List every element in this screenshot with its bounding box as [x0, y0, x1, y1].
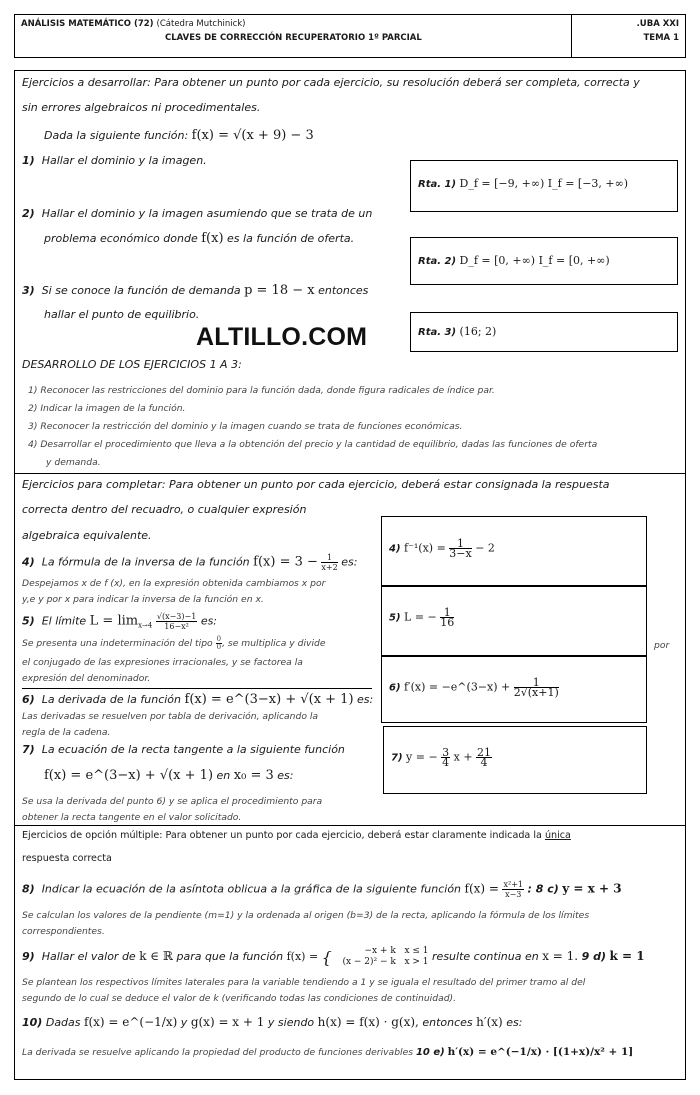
- question-6: 6) La derivada de la función f(x) = e^(3−x) + √(x + 1) es:: [22, 692, 374, 707]
- question-9-note: Se plantean los respectivos límites laterales para la variable tendiendo a 1 y se iguala el resultado del primer tramo al del: [22, 977, 586, 988]
- tema-label: TEMA 1: [643, 33, 679, 43]
- question-3-cont: hallar el punto de equilibrio.: [44, 308, 200, 321]
- question-2-cont: problema económico donde f(x) es la función de oferta.: [44, 231, 355, 246]
- question-5-note-cont2: expresión del denominador.: [22, 673, 151, 684]
- org-label: .UBA XXI: [636, 19, 679, 29]
- answer-5: 5) L = − $\frac{1}{16}$: [389, 606, 455, 629]
- question-10: 10) Dadas f(x) = e^(−1/x) y g(x) = x + 1 y siendo h(x) = f(x) · g(x), entonces h′(x) es:: [22, 1015, 523, 1029]
- dev-item-1: 1) Reconocer las restricciones del dominio para la función dada, donde figura radicales de índice par.: [28, 385, 495, 396]
- section2-intro-cont2: algebraica equivalente.: [22, 529, 152, 542]
- answer-2: Rta. 2) D_f = [0, +∞) I_f = [0, +∞): [418, 254, 610, 267]
- question-5: 5) El límite $L = \lim_{x\to 4}$ $\frac{√(x-3)-1}{\text{16−x²}}$ es:: [22, 612, 218, 631]
- question-9-note-cont: segundo de lo cual se deduce el valor de k (verificando todas las condiciones de continuidad).: [22, 993, 457, 1004]
- question-1: 1) Hallar el dominio y la imagen.: [22, 154, 207, 167]
- question-3: 3) Si se conoce la función de demanda p = 18 − x entonces: [22, 283, 369, 298]
- dev-item-3: 3) Reconocer la restricción del dominio y la imagen cuando se trata de funciones económicas.: [28, 421, 463, 432]
- question-6-note: Las derivadas se resuelven por tabla de derivación, aplicando la: [22, 711, 319, 722]
- section2-intro: Ejercicios para completar: Para obtener un punto por cada ejercicio, deberá estar consignada la respuesta: [22, 478, 610, 491]
- section3-intro: Ejercicios de opción múltiple: Para obtener un punto por cada ejercicio, deberá estar claramente indicada la única: [22, 830, 571, 841]
- answer-3: Rta. 3) (16; 2): [418, 325, 497, 338]
- section2-intro-cont: correcta dentro del recuadro, o cualquier expresión: [22, 503, 307, 516]
- question-4-note-cont: y,e y por x para indicar la inversa de la función en x.: [22, 594, 264, 605]
- question-5-note-por: por: [654, 640, 670, 651]
- dev-item-2: 2) Indicar la imagen de la función.: [28, 403, 186, 414]
- question-7: 7) La ecuación de la recta tangente a la siguiente función: [22, 743, 345, 756]
- divider-line: [22, 688, 372, 689]
- question-7-cont: f(x) = e^(3−x) + √(x + 1) en x₀ = 3 es:: [44, 768, 294, 783]
- question-8: 8) Indicar la ecuación de la asíntota oblicua a la gráfica de la siguiente función f(x) = $\frac{\text{x²+1}}{x-3}$ : 8 c) y = x + 3: [22, 880, 622, 899]
- question-7-note-cont: obtener la recta tangente en el valor solicitado.: [22, 812, 242, 823]
- question-8-note: Se calculan los valores de la pendiente (m=1) y la ordenada al origen (b=3) de la recta, aplicando la fórmula de los límites: [22, 910, 590, 921]
- answer-4: 4) f⁻¹(x) = $\frac{1}{3-x}$ − 2: [389, 537, 495, 560]
- question-7-note: Se usa la derivada del punto 6) y se aplica el procedimiento para: [22, 796, 323, 807]
- question-6-note-cont: regla de la cadena.: [22, 727, 111, 738]
- watermark: ALTILLO.COM: [196, 323, 368, 351]
- section1-intro-cont: sin errores algebraicos ni procedimentales.: [22, 101, 261, 114]
- dev-item-4: 4) Desarrollar el procedimiento que lleva a la obtención del precio y la cantidad de equilibrio, dadas las funciones de oferta: [28, 439, 598, 450]
- dev-item-4-cont: y demanda.: [46, 457, 101, 468]
- section1-intro: Ejercicios a desarrollar: Para obtener un punto por cada ejercicio, su resolución deberá ser completa, correcta y: [22, 76, 640, 89]
- document-subtitle: CLAVES DE CORRECCIÓN RECUPERATORIO 1º PARCIAL: [165, 33, 422, 43]
- question-4-note: Despejamos x de f (x), en la expresión obtenida cambiamos x por: [22, 578, 326, 589]
- section-separator-1: [14, 473, 686, 474]
- question-8-note-cont: correspondientes.: [22, 926, 105, 937]
- question-4: 4) La fórmula de la inversa de la función f(x) = 3 − $\frac{1}{x+2}$ es:: [22, 553, 358, 572]
- question-2: 2) Hallar el dominio y la imagen asumiendo que se trata de un: [22, 207, 373, 220]
- answer-7: 7) y = − $\frac{3}{4}$ x + $\frac{21}{4}$: [391, 746, 492, 769]
- question-10-note: La derivada se resuelve aplicando la propiedad del producto de funciones derivables 10 e) h′(x) = e^(−1/x) · [(1+x)/x² + 1]: [22, 1046, 634, 1058]
- exam-header: [14, 14, 686, 58]
- development-title: DESARROLLO DE LOS EJERCICIOS 1 A 3:: [22, 358, 242, 371]
- question-5-note-cont: el conjugado de las expresiones irracionales, y se factorea la: [22, 657, 303, 668]
- course-title: ANÁLISIS MATEMÁTICO (72) (Cátedra Mutchinick): [21, 19, 246, 29]
- section-separator-2: [14, 825, 686, 826]
- question-5-note: Se presenta una indeterminación del tipo $\frac{0}{0}$ , se multiplica y divide: [22, 635, 326, 651]
- answer-6: 6) f′(x) = −e^(3−x) + $\frac{1}{2√(x+1)}$: [389, 676, 559, 699]
- given-function: Dada la siguiente función: f(x) = √(x + 9) − 3: [44, 128, 314, 143]
- section3-intro-cont: respuesta correcta: [22, 853, 112, 864]
- question-9: 9) Hallar el valor de k ∈ ℝ para que la función f(x) = { −x + k x ≤ 1 (x − 2)² − k x > 1 resulte continua en x = 1. 9 d) k = 1: [22, 946, 645, 967]
- answer-1: Rta. 1) D_f = [−9, +∞) I_f = [−3, +∞): [418, 177, 629, 190]
- header-divider: [571, 15, 572, 57]
